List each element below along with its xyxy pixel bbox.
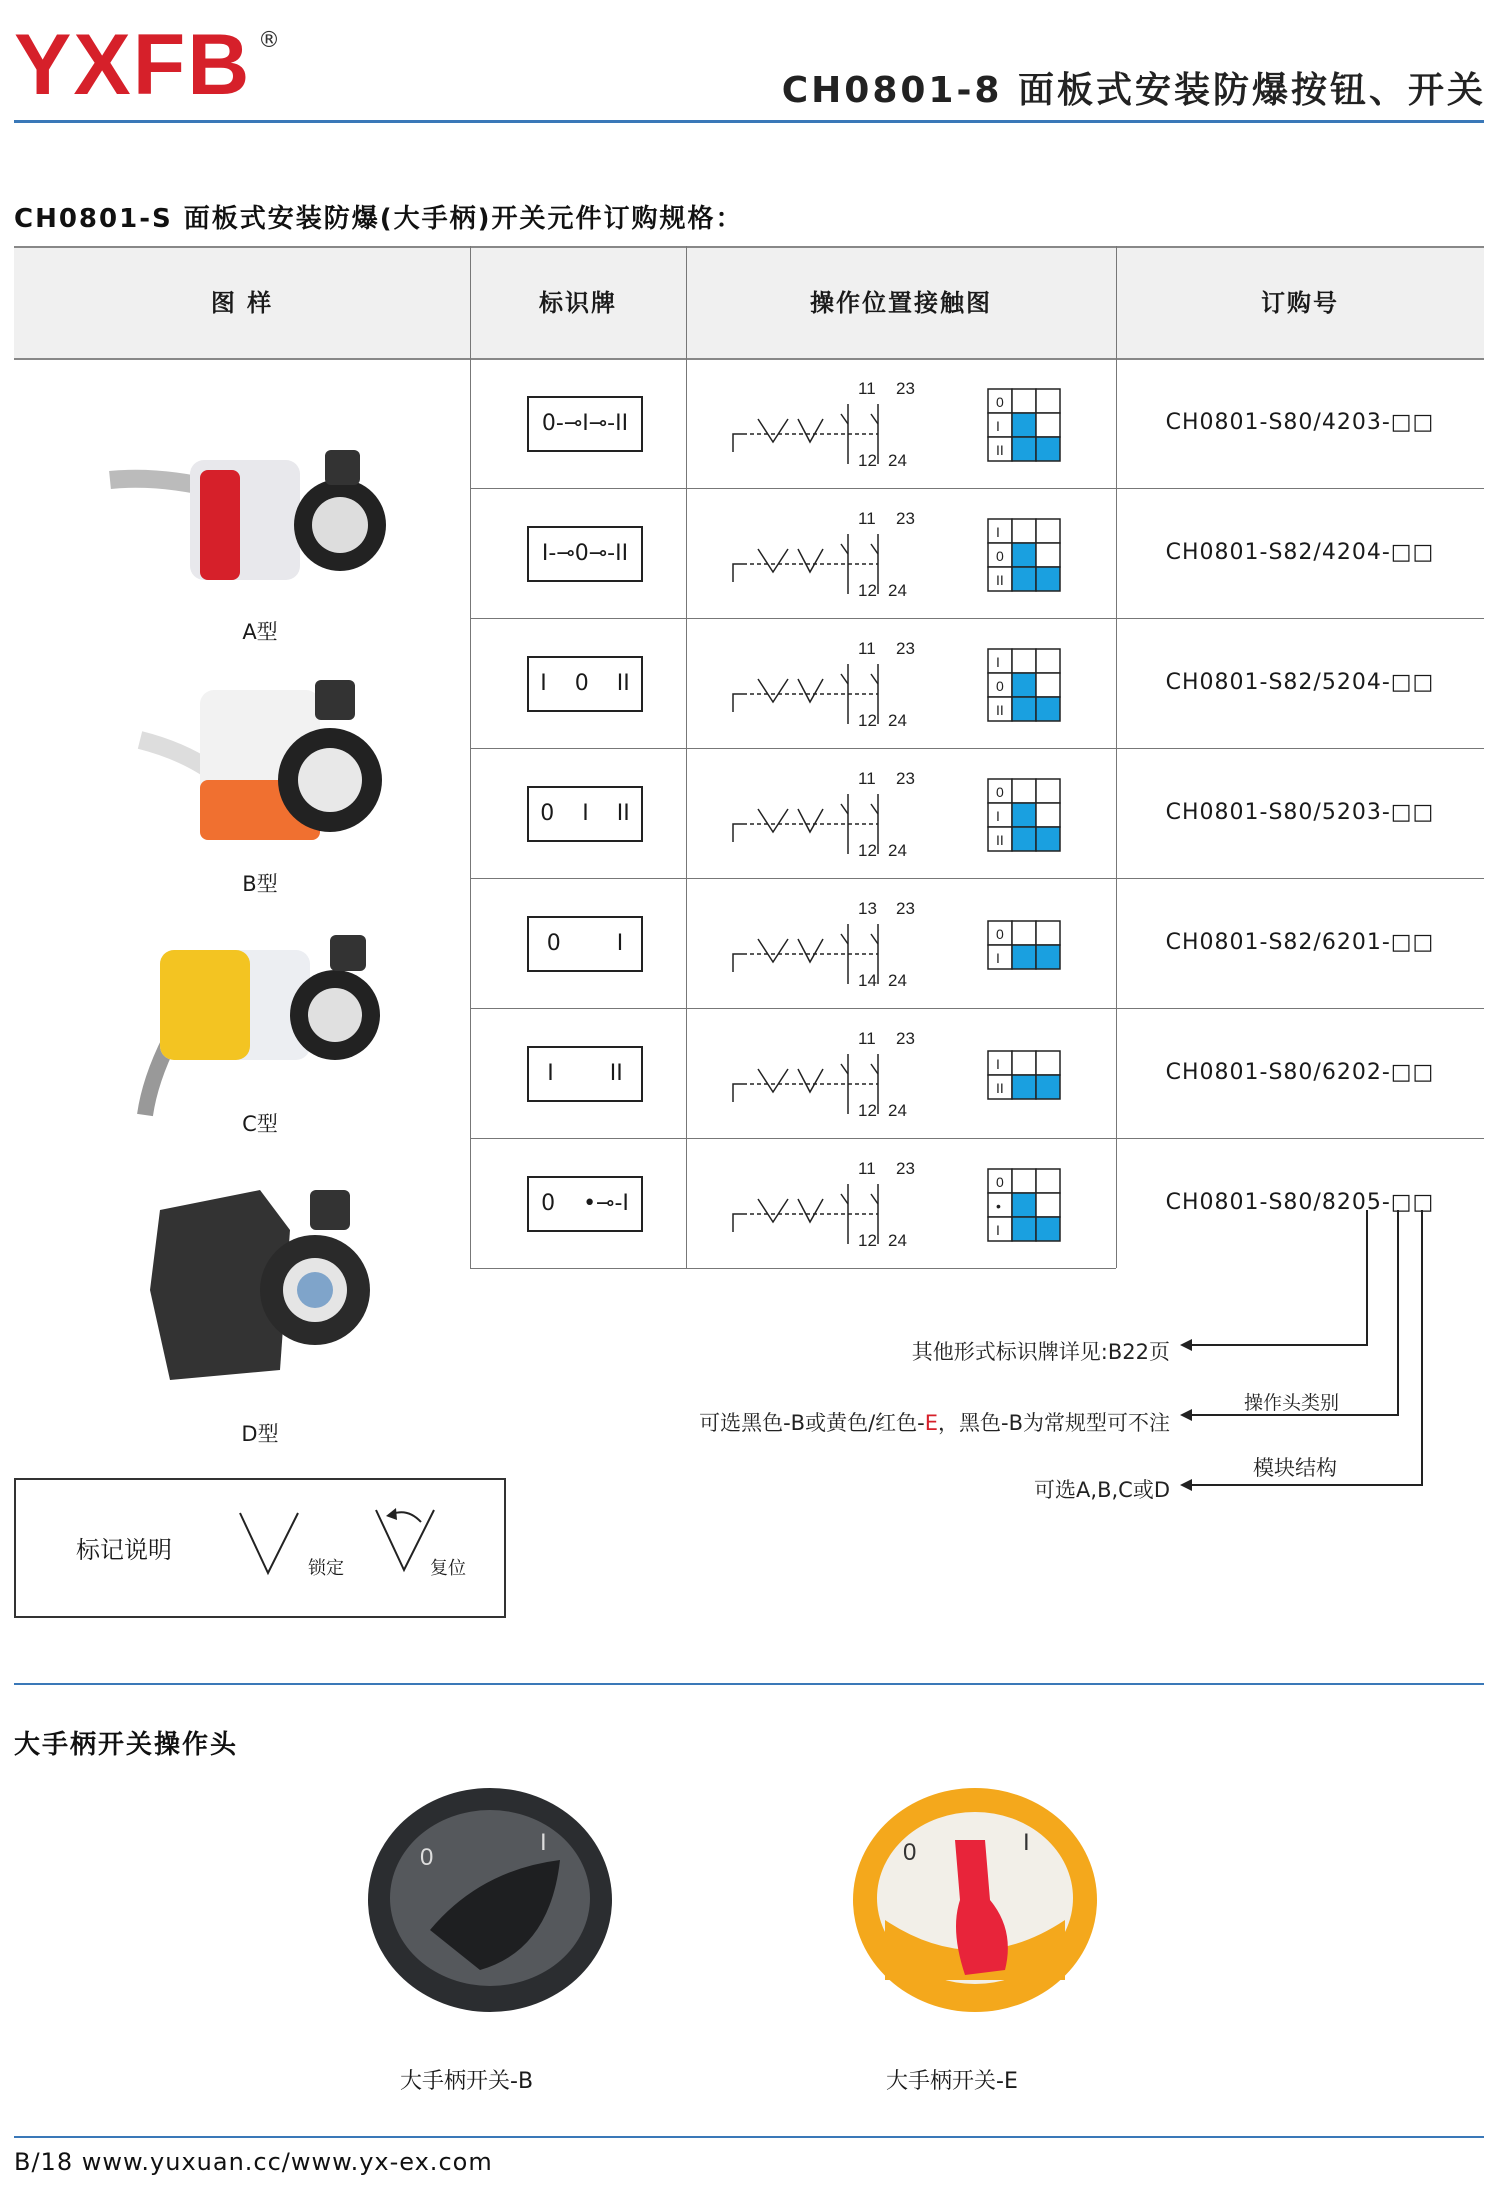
- dial-0-yellow: 0: [903, 1839, 917, 1866]
- section-title-handles: 大手柄开关操作头: [14, 1730, 239, 1760]
- contact-diagram: [728, 1154, 928, 1254]
- contact-number: 11: [858, 769, 876, 788]
- label-plate: 0 I: [527, 916, 643, 972]
- dial-1-black: I: [540, 1829, 547, 1856]
- handle-caption-e: 大手柄开关-E: [886, 2069, 1018, 2094]
- position-label: 0: [996, 784, 1004, 800]
- position-label: I: [996, 418, 1000, 434]
- order-number: CH0801-S80/8205-□□: [1165, 1190, 1435, 1215]
- contact-number: 24: [888, 711, 907, 730]
- note-operating-head-label: 操作头类别: [1244, 1392, 1340, 1414]
- handle-image-black: [360, 1780, 620, 2020]
- position-grid: [986, 647, 1066, 723]
- contact-number: 11: [858, 1029, 876, 1048]
- product-type-c: C型: [242, 1112, 278, 1136]
- position-label: II: [996, 702, 1004, 718]
- contact-number: 13: [858, 899, 877, 918]
- brand-logo: YXFB: [14, 17, 252, 113]
- header-label-plate: 标识牌: [539, 289, 617, 317]
- position-label: II: [996, 832, 1004, 848]
- position-grid: [986, 777, 1066, 853]
- position-grid: [986, 517, 1066, 593]
- contact-number: 23: [896, 1029, 915, 1048]
- legend-title: 标记说明: [76, 1536, 172, 1564]
- note-operating-head: [699, 1407, 1170, 1437]
- contact-diagram: [728, 894, 928, 994]
- table-header: [14, 246, 1484, 360]
- label-plate: I II: [527, 1046, 643, 1102]
- contact-diagram: [728, 764, 928, 864]
- table-column-divider: [1116, 358, 1117, 1268]
- handle-image-yellow-red: [845, 1780, 1105, 2020]
- contact-diagram: [728, 1024, 928, 1124]
- product-image-b: [130, 670, 400, 870]
- contact-number: 11: [858, 379, 876, 398]
- contact-diagram: [728, 504, 928, 604]
- label-plate: 0 I II: [527, 786, 643, 842]
- contact-number: 24: [888, 581, 907, 600]
- contact-number: 23: [896, 769, 915, 788]
- page-title: CH0801-8 面板式安装防爆按钮、开关: [781, 70, 1486, 111]
- note-operating-head-e: E: [924, 1411, 939, 1435]
- order-number: CH0801-S80/5203-□□: [1165, 800, 1435, 825]
- note-operating-head-part2: ，黑色-B为常规型可不注: [938, 1411, 1170, 1435]
- table-row-divider: [470, 1008, 1484, 1009]
- header-figure: 图 样: [210, 289, 274, 317]
- contact-number: 24: [888, 451, 907, 470]
- contact-number: 11: [858, 509, 876, 528]
- contact-number: 23: [896, 1159, 915, 1178]
- contact-number: 23: [896, 899, 915, 918]
- table-row-divider: [470, 1138, 1484, 1139]
- table-row-divider: [470, 488, 1484, 489]
- header-order-number: 订购号: [1261, 289, 1339, 317]
- contact-number: 12: [858, 1101, 877, 1120]
- label-plate: I 0 II: [527, 656, 643, 712]
- table-column-divider: [470, 358, 471, 1268]
- position-label: 0: [996, 1174, 1004, 1190]
- note-module-structure: 可选A,B,C或D: [1034, 1478, 1170, 1502]
- divider: [1116, 246, 1117, 358]
- order-number: CH0801-S82/5204-□□: [1165, 670, 1435, 695]
- divider: [686, 246, 687, 358]
- registered-mark: ®: [258, 28, 280, 53]
- header-divider: [14, 120, 1484, 123]
- contact-number: 23: [896, 509, 915, 528]
- footer-text: B/18 www.yuxuan.cc/www.yx-ex.com: [14, 2148, 493, 2176]
- product-image-d: [140, 1170, 400, 1400]
- table-row-divider: [470, 748, 1484, 749]
- position-label: II: [996, 572, 1004, 588]
- contact-diagram: [728, 634, 928, 734]
- position-label: I: [996, 950, 1000, 966]
- contact-number: 24: [888, 1101, 907, 1120]
- position-label: II: [996, 1080, 1004, 1096]
- position-grid: [986, 1167, 1066, 1243]
- position-label: I: [996, 1222, 1000, 1238]
- label-plate: 0-⊸I⊸-II: [527, 396, 643, 452]
- section-title-ordering: CH0801-S 面板式安装防爆(大手柄)开关元件订购规格：: [14, 204, 744, 234]
- position-label: 0: [996, 678, 1004, 694]
- contact-number: 23: [896, 379, 915, 398]
- position-label: 0: [996, 548, 1004, 564]
- contact-number: 24: [888, 971, 907, 990]
- contact-number: 12: [858, 581, 877, 600]
- order-number: CH0801-S80/4203-□□: [1165, 410, 1435, 435]
- position-grid: [986, 387, 1066, 463]
- note-label-plates: 其他形式标识牌详见:B22页: [911, 1340, 1170, 1364]
- contact-number: 12: [858, 451, 877, 470]
- legend-box: [14, 1478, 506, 1618]
- header-contact-diagram: 操作位置接触图: [810, 289, 992, 317]
- position-label: I: [996, 524, 1000, 540]
- contact-number: 12: [858, 1231, 877, 1250]
- order-number: CH0801-S82/4204-□□: [1165, 540, 1435, 565]
- position-label: 0: [996, 394, 1004, 410]
- contact-number: 11: [858, 1159, 876, 1178]
- legend-lock: 锁定: [308, 1558, 344, 1579]
- position-grid: [986, 919, 1066, 971]
- table-row-divider: [470, 618, 1484, 619]
- position-label: I: [996, 654, 1000, 670]
- product-type-b: B型: [242, 872, 278, 896]
- dial-1-yellow: I: [1023, 1829, 1030, 1856]
- divider: [470, 246, 471, 358]
- position-grid: [986, 1049, 1066, 1101]
- product-type-a: A型: [242, 620, 278, 644]
- contact-number: 11: [858, 639, 876, 658]
- table-row-divider: [470, 1268, 1116, 1269]
- contact-number: 23: [896, 639, 915, 658]
- order-number: CH0801-S80/6202-□□: [1165, 1060, 1435, 1085]
- contact-number: 24: [888, 1231, 907, 1250]
- section-divider: [14, 1683, 1484, 1685]
- contact-number: 24: [888, 841, 907, 860]
- position-label: I: [996, 1056, 1000, 1072]
- product-type-d: D型: [241, 1422, 279, 1446]
- position-label: I: [996, 808, 1000, 824]
- table-row-divider: [470, 878, 1484, 879]
- contact-number: 12: [858, 711, 877, 730]
- footer-divider: [14, 2136, 1484, 2138]
- note-operating-head-part1: 可选黑色-B或黄色/红色-: [699, 1411, 925, 1435]
- contact-diagram: [728, 374, 928, 474]
- contact-number: 14: [858, 971, 877, 990]
- product-image-c: [130, 930, 400, 1120]
- table-column-divider: [686, 358, 687, 1268]
- label-plate: 0 •⊸-I: [527, 1176, 643, 1232]
- legend-reset: 复位: [430, 1558, 466, 1579]
- position-label: 0: [996, 926, 1004, 942]
- product-image-a: [100, 420, 400, 610]
- position-label: •: [996, 1198, 1001, 1214]
- contact-number: 12: [858, 841, 877, 860]
- position-label: II: [996, 442, 1004, 458]
- note-module-label: 模块结构: [1253, 1456, 1337, 1480]
- handle-caption-b: 大手柄开关-B: [400, 2069, 534, 2094]
- dial-0-black: 0: [420, 1844, 434, 1871]
- label-plate: I-⊸0⊸-II: [527, 526, 643, 582]
- order-number: CH0801-S82/6201-□□: [1165, 930, 1435, 955]
- lock-symbol-icon: [238, 1508, 308, 1578]
